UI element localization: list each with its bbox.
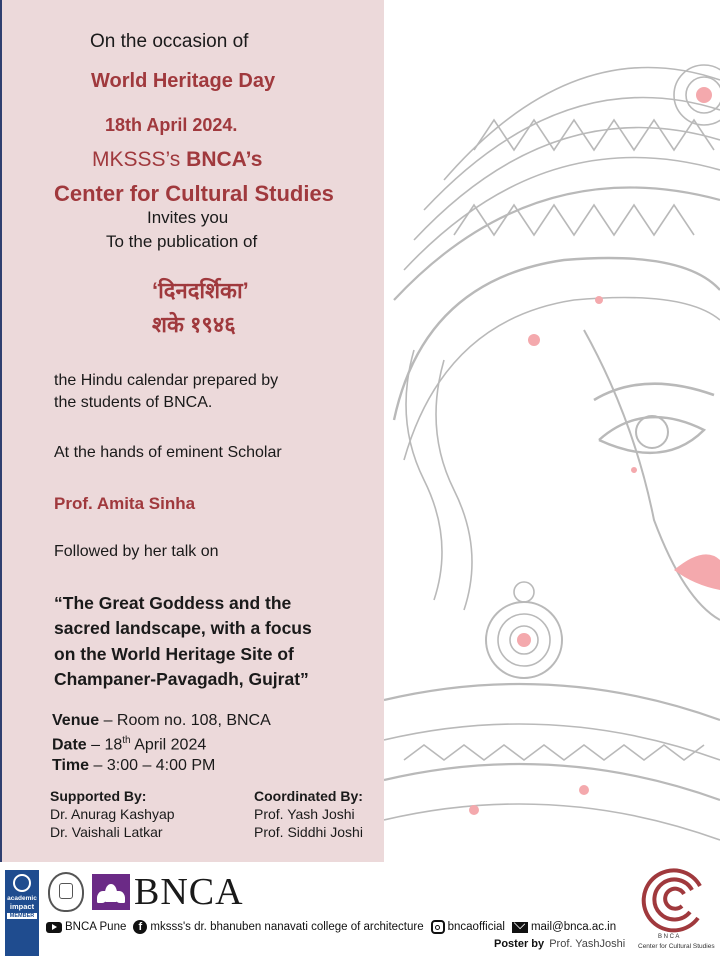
venue-label: Venue [52, 712, 100, 729]
scholar-name: Prof. Amita Sinha [54, 494, 196, 513]
event-title: World Heritage Day [91, 70, 276, 92]
org-bold-name: BNCA’s [186, 148, 263, 171]
coordinated-by-label: Coordinated By: [254, 788, 363, 804]
goddess-illustration [384, 0, 720, 862]
scholar-intro: At the hands of eminent Scholar [54, 444, 282, 461]
talk-title-line-3: on the World Heritage Site of [54, 644, 294, 664]
talk-title-line-4: Champaner-Pavagadh, Gujrat” [54, 669, 309, 689]
youtube-label: BNCA Pune [65, 921, 127, 933]
supporter-2: Dr. Vaishali Latkar [50, 824, 163, 840]
talk-title-line-1: “The Great Goddess and the [54, 593, 292, 613]
book-year: शके १९४६ [152, 312, 236, 337]
org-name: MKSSS’s [92, 148, 181, 171]
poster-credit-name: Prof. YashJoshi [549, 938, 626, 950]
un-badge-text-1: academic [7, 895, 37, 902]
time-line [52, 757, 215, 775]
center-name: Center for Cultural Studies [54, 181, 334, 206]
organisation-line [92, 148, 262, 172]
spiral-logo-icon [636, 866, 716, 934]
date-line [52, 735, 206, 754]
un-badge-text-2: impact [9, 902, 35, 911]
facebook-label: mksss's dr. bhanuben nanavati college of architecture [150, 921, 424, 933]
instagram-icon [431, 920, 445, 934]
instagram-label: bncaofficial [447, 921, 505, 933]
poster-credit [494, 938, 625, 950]
poster-credit-label: Poster by [494, 938, 545, 950]
occasion-text: On the occasion of [90, 31, 249, 52]
center-logo-caption: Center for Cultural Studies [638, 943, 715, 950]
bnca-logo [92, 870, 244, 914]
panel-edge [0, 0, 2, 862]
center-logo-letters: B N C A [658, 934, 680, 940]
youtube-link[interactable] [46, 921, 126, 933]
email-label: mail@bnca.ac.in [530, 921, 617, 933]
coordinator-2: Prof. Siddhi Joshi [254, 824, 363, 840]
supporter-1: Dr. Anurag Kashyap [50, 806, 175, 822]
coordinator-1: Prof. Yash Joshi [254, 806, 355, 822]
bnca-logo-text: BNCA [134, 871, 244, 913]
un-badge-text-3: MEMBER [7, 913, 37, 919]
invitation-panel [0, 0, 384, 862]
mail-icon [512, 922, 528, 933]
date-label: Date [52, 736, 87, 754]
book-title: ‘दिनदर्शिका’ [152, 278, 249, 303]
invites-text: Invites you [147, 208, 229, 227]
talk-intro: Followed by her talk on [54, 543, 219, 560]
supported-by-label: Supported By: [50, 788, 147, 804]
date-superscript: th [122, 735, 131, 746]
description-line-1: the Hindu calendar prepared by [54, 372, 279, 389]
facebook-icon: f [133, 920, 147, 934]
talk-title-line-2: sacred landscape, with a focus [54, 618, 312, 638]
time-label: Time [52, 757, 90, 774]
venue-line [52, 712, 271, 730]
social-links [46, 920, 623, 934]
event-date: 18th April 2024. [105, 115, 238, 135]
un-emblem-icon [13, 874, 31, 892]
venue-value: – Room no. 108, BNCA [99, 712, 271, 729]
time-value: – 3:00 – 4:00 PM [89, 757, 216, 774]
email-link[interactable] [512, 921, 616, 933]
footer [0, 862, 720, 960]
youtube-icon [46, 922, 62, 933]
center-for-cultural-studies-logo [636, 866, 716, 956]
facebook-link[interactable] [133, 920, 423, 934]
lotus-icon [92, 874, 130, 910]
un-academic-impact-badge [5, 870, 39, 956]
description-line-2: the students of BNCA. [54, 394, 213, 411]
institution-seal-icon [48, 872, 84, 912]
date-value: – 18 [86, 736, 123, 754]
goddess-drawing [384, 0, 720, 862]
instagram-link[interactable] [431, 920, 505, 934]
publication-text: To the publication of [106, 232, 258, 251]
date-rest: April 2024 [130, 736, 207, 754]
